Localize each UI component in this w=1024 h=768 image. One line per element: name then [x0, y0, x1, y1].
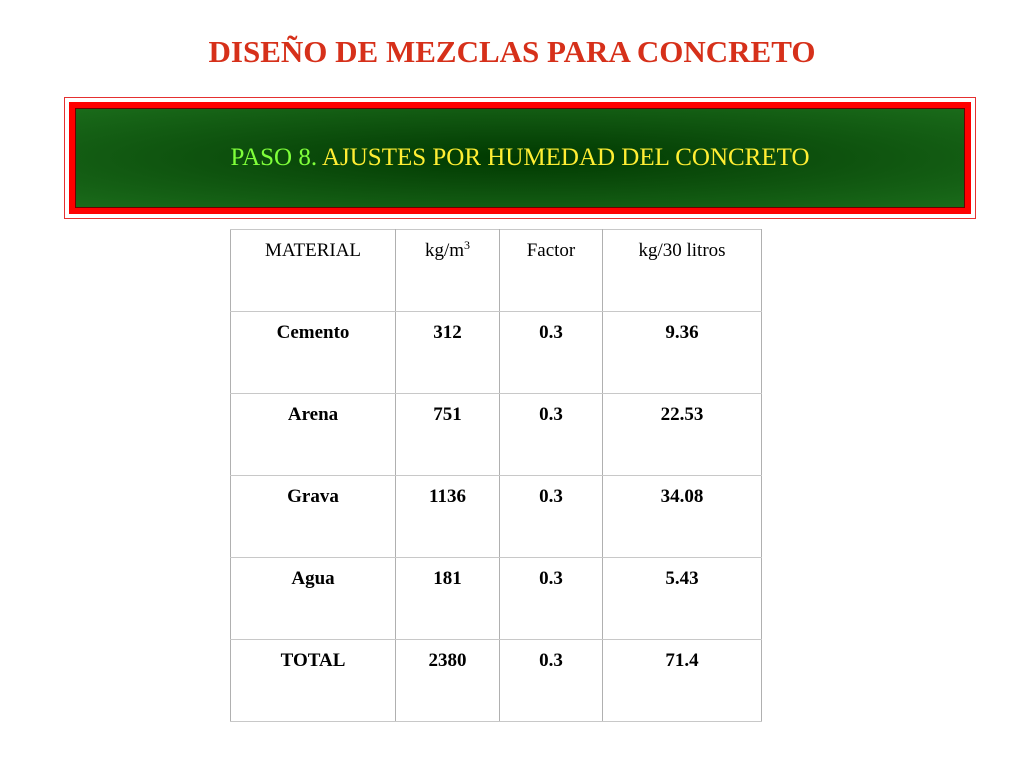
row-material: Agua — [231, 558, 396, 640]
row-kg-30-litros: 34.08 — [603, 476, 762, 558]
row-material: Arena — [231, 394, 396, 476]
row-material: Grava — [231, 476, 396, 558]
row-factor: 0.3 — [500, 312, 603, 394]
row-factor: 0.3 — [500, 640, 603, 722]
row-kg-30-litros: 71.4 — [603, 640, 762, 722]
step-number: PASO 8. — [230, 144, 318, 171]
step-banner-panel — [75, 108, 965, 208]
table-row — [231, 476, 762, 558]
header-kg-m3-exponent: 3 — [464, 238, 471, 252]
row-kg-30-litros: 9.36 — [603, 312, 762, 394]
header-material: MATERIAL — [231, 230, 396, 312]
step-description: AJUSTES POR HUMEDAD DEL CONCRETO — [321, 144, 810, 171]
step-banner-text — [230, 144, 809, 172]
table-row — [231, 312, 762, 394]
header-kg-m3-base: kg/m — [424, 240, 465, 261]
header-kg-30-litros: kg/30 litros — [603, 230, 762, 312]
row-kg-30-litros: 5.43 — [603, 558, 762, 640]
row-factor: 0.3 — [500, 394, 603, 476]
page-title: DISEÑO DE MEZCLAS PARA CONCRETO — [208, 34, 816, 69]
row-kg-m3: 312 — [396, 312, 500, 394]
header-factor: Factor — [500, 230, 603, 312]
row-material: Cemento — [231, 312, 396, 394]
table-header-row — [231, 230, 762, 312]
step-banner — [64, 97, 976, 219]
row-kg-m3: 1136 — [396, 476, 500, 558]
table-row — [231, 558, 762, 640]
row-kg-m3: 181 — [396, 558, 500, 640]
row-kg-m3: 751 — [396, 394, 500, 476]
row-kg-30-litros: 22.53 — [603, 394, 762, 476]
row-kg-m3: 2380 — [396, 640, 500, 722]
header-kg-m3 — [396, 230, 500, 312]
row-material: TOTAL — [231, 640, 396, 722]
row-factor: 0.3 — [500, 558, 603, 640]
mix-table — [230, 229, 762, 722]
step-banner-border — [69, 102, 971, 214]
table-row-total — [231, 640, 762, 722]
table-row — [231, 394, 762, 476]
row-factor: 0.3 — [500, 476, 603, 558]
